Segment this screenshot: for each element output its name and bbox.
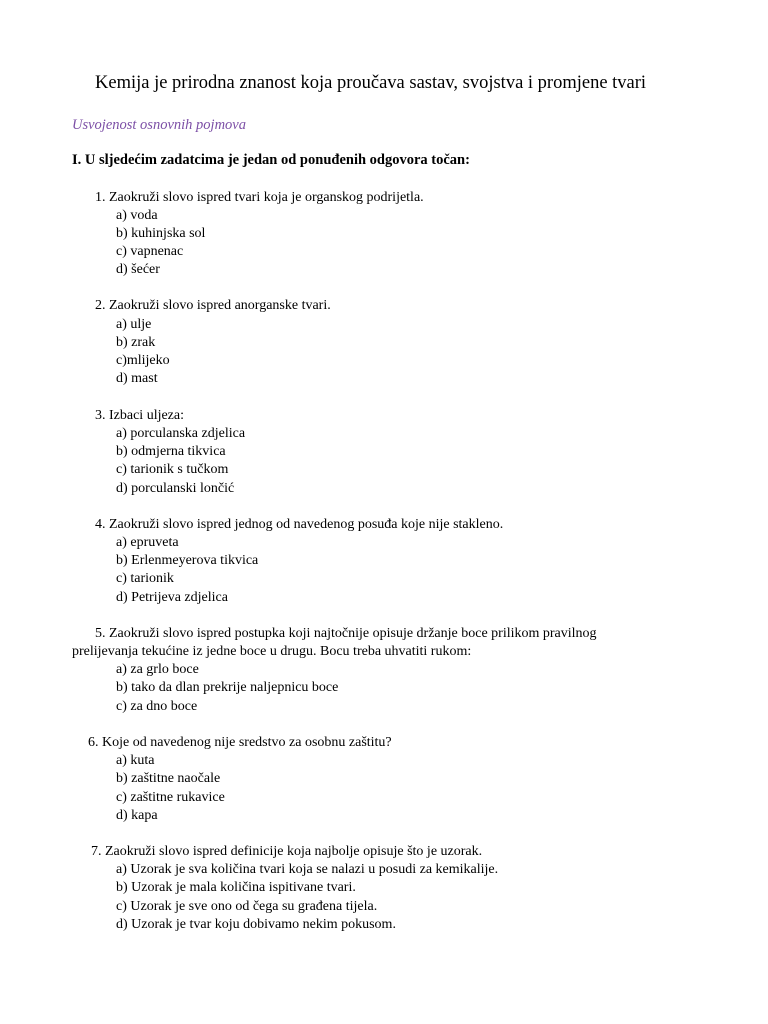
question-6-option-b: b) zaštitne naočale: [116, 771, 221, 786]
question-3-option-a: a) porculanska zdjelica: [116, 426, 246, 441]
question-4-option-a: a) epruveta: [116, 535, 179, 550]
question-1-option-c: c) vapnenac: [116, 244, 184, 259]
question-3-option-c: c) tarionik s tučkom: [116, 462, 229, 477]
question-4-option-b: b) Erlenmeyerova tikvica: [116, 553, 259, 568]
question-5-option-b: b) tako da dlan prekrije naljepnicu boce: [116, 680, 339, 695]
question-3-option-b: b) odmjerna tikvica: [116, 444, 226, 459]
question-4-option-c: c) tarionik: [116, 571, 174, 586]
question-2-option-b: b) zrak: [116, 335, 156, 350]
question-1-option-d: d) šećer: [116, 262, 160, 277]
question-4-option-d: d) Petrijeva zdjelica: [116, 590, 228, 605]
section-subtitle: Usvojenost osnovnih pojmova: [72, 117, 246, 133]
question-7-option-a: a) Uzorak je sva količina tvari koja se nalazi u posudi za kemikalije.: [116, 862, 499, 877]
question-5-option-c: c) za dno boce: [116, 699, 198, 714]
question-5: 5. Zaokruži slovo ispred postupka koji najtočnije opisuje držanje boce prilikom pravilnog: [95, 626, 597, 641]
question-7-option-d: d) Uzorak je tvar koju dobivamo nekim pokusom.: [116, 917, 396, 932]
question-6: 6. Koje od navedenog nije sredstvo za osobnu zaštitu?: [88, 735, 392, 750]
question-2-option-c: c)mlijeko: [116, 353, 170, 368]
question-5-option-a: a) za grlo boce: [116, 662, 199, 677]
question-5-continuation: prelijevanja tekućine iz jedne boce u drugu. Bocu treba uhvatiti rukom:: [72, 644, 472, 659]
question-6-option-c: c) zaštitne rukavice: [116, 790, 225, 805]
question-7: 7. Zaokruži slovo ispred definicije koja najbolje opisuje što je uzorak.: [91, 844, 483, 859]
question-4: 4. Zaokruži slovo ispred jednog od navedenog posuđa koje nije stakleno.: [95, 517, 504, 532]
question-2-option-a: a) ulje: [116, 317, 152, 332]
question-6-option-d: d) kapa: [116, 808, 158, 823]
question-1-option-a: a) voda: [116, 208, 158, 223]
question-2-option-d: d) mast: [116, 371, 158, 386]
section-heading: I. U sljedećim zadatcima je jedan od ponuđenih odgovora točan:: [72, 152, 470, 168]
question-1: 1. Zaokruži slovo ispred tvari koja je organskog podrijetla.: [95, 190, 424, 205]
question-2: 2. Zaokruži slovo ispred anorganske tvari.: [95, 298, 331, 313]
question-1-option-b: b) kuhinjska sol: [116, 226, 206, 241]
question-3: 3. Izbaci uljeza:: [95, 408, 185, 423]
question-6-option-a: a) kuta: [116, 753, 155, 768]
question-3-option-d: d) porculanski lončić: [116, 481, 235, 496]
page-title: Kemija je prirodna znanost koja proučava sastav, svojstva i promjene tvari: [95, 73, 647, 93]
question-7-option-c: c) Uzorak je sve ono od čega su građena tijela.: [116, 899, 378, 914]
question-7-option-b: b) Uzorak je mala količina ispitivane tvari.: [116, 880, 356, 895]
